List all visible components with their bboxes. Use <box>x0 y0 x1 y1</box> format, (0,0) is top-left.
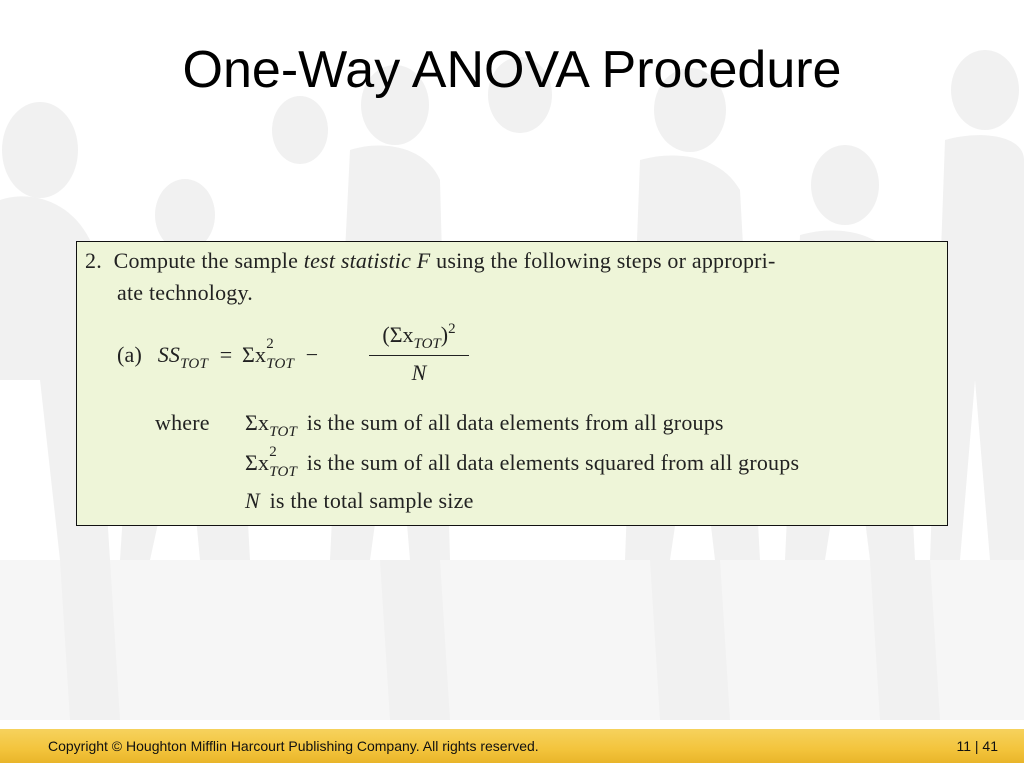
definition-symbol: Σx <box>245 450 270 475</box>
definition-symbol-superscript: 2 <box>269 444 277 460</box>
definition-symbol-indices <box>269 444 298 480</box>
intro-text-part2: using the following steps or appropri- <box>436 248 776 273</box>
formula-sigma-x-indices <box>266 336 295 372</box>
definition-row <box>245 444 800 480</box>
definition-row <box>245 488 474 514</box>
numerator-open: (Σx <box>382 322 414 347</box>
fraction-numerator <box>369 321 469 352</box>
formula-lhs: SS <box>157 342 181 367</box>
fraction-bar <box>369 355 469 356</box>
formula-sigma-x: Σx <box>242 342 267 367</box>
formula-equals: = <box>219 342 233 367</box>
numerator-subscript: TOT <box>413 336 441 352</box>
definition-text: is the total sample size <box>269 488 474 513</box>
definition-text: is the sum of all data elements squared from all groups <box>306 450 800 475</box>
step-intro-line <box>85 248 776 274</box>
formula-lhs-subscript: TOT <box>180 356 208 372</box>
definition-row <box>245 410 724 440</box>
formula-box <box>76 241 948 526</box>
item-label: (a) <box>117 342 143 367</box>
formula-minus: − <box>305 342 319 367</box>
definition-text: is the sum of all data elements from all groups <box>306 410 724 435</box>
definition-symbol: Σx <box>245 410 270 435</box>
definition-symbol-subscript: TOT <box>269 424 298 440</box>
footer-bar <box>0 729 1024 763</box>
step-number: 2. <box>85 248 102 273</box>
intro-line-2: ate technology. <box>117 280 253 305</box>
definition-symbol-subscript: TOT <box>269 464 298 480</box>
where-label: where <box>155 410 210 435</box>
intro-text-part1: Compute the sample <box>113 248 299 273</box>
numerator-superscript: 2 <box>448 321 456 337</box>
formula-sigma-x-sup: 2 <box>266 336 274 352</box>
formula-fraction <box>369 322 469 386</box>
copyright-text: Copyright © Houghton Mifflin Harcourt Publishing Company. All rights reserved. <box>48 738 539 754</box>
page-number: 11 | 41 <box>956 738 998 754</box>
fraction-denominator: N <box>411 360 427 385</box>
definition-symbol: N <box>245 488 260 513</box>
formula-sigma-x-sub: TOT <box>266 356 295 372</box>
formula-line <box>117 336 319 372</box>
numerator-close: ) <box>440 322 449 347</box>
intro-emphasis: test statistic F <box>303 248 431 273</box>
slide-title: One-Way ANOVA Procedure <box>182 41 842 99</box>
